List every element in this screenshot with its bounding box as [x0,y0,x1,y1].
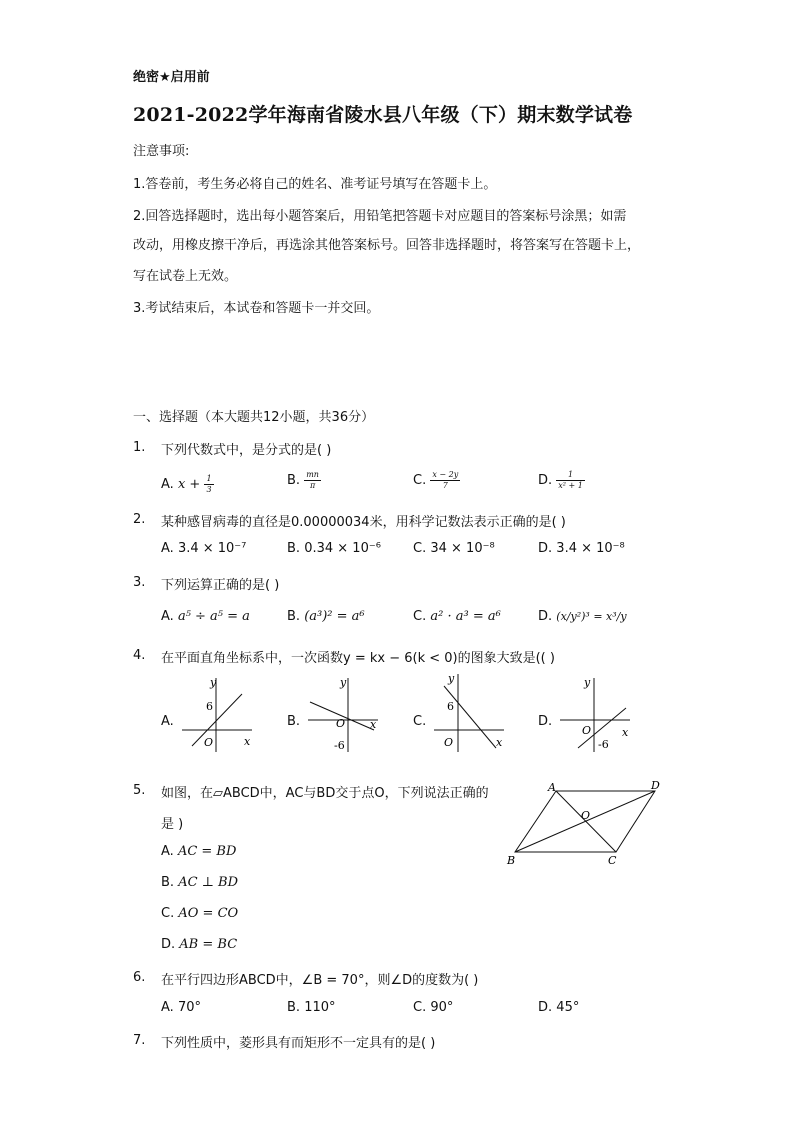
q4-b-x-label: x [370,718,377,731]
q1-b-label: B. [287,473,301,488]
q2-d-expr: 3.4 × 10⁻⁸ [556,541,625,556]
q4-option-d-label: D. [538,714,553,729]
q2-option-b [287,541,381,556]
q5-option-d [161,937,237,952]
q4-b-origin: O [336,717,346,730]
q3-a-label: A. [161,609,174,624]
note-line-2b: 改动，用橡皮擦干净后，再选涂其他答案标号。回答非选择题时，将答案写在答题卡上， [133,238,641,253]
q5-a-label: A. [161,844,174,859]
note-line-2a: 2.回答选择题时，选出每小题答案后，用铅笔把答题卡对应题目的答案标号涂黑；如需 [133,209,627,224]
q1-d-num: 1 [556,470,585,481]
q4-graph-d [556,672,636,754]
q1-b-num: mn [306,470,319,479]
q4-c-y-label: y [448,672,455,685]
q3-option-c [413,609,501,624]
q5-option-c [161,906,238,921]
q7-number: 7. [133,1033,146,1048]
q6-option-d [538,1000,579,1015]
q2-b-expr: 0.34 × 10⁻⁶ [304,541,381,556]
q4-b-intercept: -6 [334,739,345,752]
q1-option-b [287,470,321,491]
page-title: 2021-2022学年海南省陵水县八年级（下）期末数学试卷 [133,104,633,126]
q7-text: 下列性质中，菱形具有而矩形不一定具有的是( ) [161,1036,436,1051]
q1-c-label: C. [413,473,427,488]
q3-d-expr: (x/y²)³ = x³/y [556,610,627,623]
q5-point-a: A [548,781,556,794]
q2-c-expr: 34 × 10⁻⁸ [430,541,495,556]
notes-heading: 注意事项: [133,144,190,159]
q6-option-c [413,1000,453,1015]
q5-point-c: C [608,854,617,867]
q6-d-expr: 45° [556,1000,580,1015]
q1-c-den: 7 [442,481,448,490]
q6-b-label: B. [287,1000,301,1015]
q4-graph-b [304,672,384,754]
q4-a-origin: O [204,736,214,749]
note-line-2c: 写在试卷上无效。 [133,269,238,284]
q1-option-c [413,470,460,491]
q6-c-expr: 90° [430,1000,454,1015]
q5-option-b [161,875,238,890]
q2-c-label: C. [413,541,427,556]
q1-text: 下列代数式中，是分式的是( ) [161,443,332,458]
q1-a-fraction [204,474,213,495]
q3-text: 下列运算正确的是( ) [161,578,280,593]
q1-number: 1. [133,440,146,455]
q2-b-label: B. [287,541,301,556]
q1-option-d [538,470,585,491]
q6-option-a [161,1000,201,1015]
q4-d-origin: O [582,724,592,737]
q4-a-x-label: x [244,735,251,748]
q6-a-label: A. [161,1000,174,1015]
q6-number: 6. [133,970,146,985]
q4-text: 在平面直角坐标系中，一次函数y = kx − 6(k < 0)的图象大致是(( ) [161,651,555,666]
q5-number: 5. [133,783,146,798]
q1-d-den: x² + 1 [558,481,583,490]
q5-text-cont: 是 ) [161,817,184,832]
q1-c-fraction [430,470,460,491]
q3-option-b [287,609,365,624]
q2-option-d [538,541,625,556]
q5-point-d: D [651,779,660,792]
q1-a-num: 1 [206,474,212,483]
q4-a-line [192,694,242,746]
q5-text: 如图，在▱ABCD中，AC与BD交于点O，下列说法正确的 [161,786,489,801]
q3-d-label: D. [538,609,553,624]
q4-option-b-label: B. [287,714,301,729]
q2-option-a [161,541,246,556]
q3-c-expr: a² · a³ = a⁶ [430,609,501,624]
q5-d-expr: AB = BC [179,937,238,952]
q1-d-fraction [556,470,585,491]
q5-c-expr: AO = CO [178,906,239,921]
q1-b-fraction [304,470,321,491]
q5-b-expr: AC ⊥ BD [178,875,239,890]
q4-d-intercept: -6 [598,738,609,751]
q3-number: 3. [133,575,146,590]
q6-text: 在平行四边形ABCD中，∠B = 70°，则∠D的度数为( ) [161,973,479,988]
q4-a-intercept: 6 [206,700,213,713]
q6-d-label: D. [538,1000,553,1015]
secret-label: 绝密★启用前 [133,70,210,85]
q3-c-label: C. [413,609,427,624]
note-line-3: 3.考试结束后，本试卷和答题卡一并交回。 [133,301,380,316]
q5-point-b: B [507,854,516,867]
q4-graph-c [430,668,510,754]
q5-d-label: D. [161,937,176,952]
q6-a-expr: 70° [177,1000,201,1015]
q4-option-a-label: A. [161,714,174,729]
q2-d-label: D. [538,541,553,556]
q2-a-expr: 3.4 × 10⁻⁷ [177,541,247,556]
q1-b-den: π [309,481,316,490]
q3-b-label: B. [287,609,301,624]
q1-a-den: 3 [206,485,212,494]
q2-option-c [413,541,495,556]
q5-a-expr: AC = BD [177,844,237,859]
q5-parallelogram-figure [498,775,670,869]
q1-c-num: x − 2y [432,470,459,479]
q3-a-expr: a⁵ ÷ a⁵ = a [177,609,250,624]
q1-a-label: A. [161,477,174,492]
q4-d-x-label: x [622,726,629,739]
q3-b-expr: (a³)² = a⁶ [304,609,365,624]
q1-d-label: D. [538,473,553,488]
q5-point-o: O [581,809,591,822]
note-line-1: 1.答卷前，考生务必将自己的姓名、准考证号填写在答题卡上。 [133,177,497,192]
q4-graph-a [178,672,258,754]
q3-option-a [161,609,250,624]
q4-a-y-label: y [210,676,217,689]
q6-option-b [287,1000,336,1015]
q5-b-label: B. [161,875,175,890]
q2-number: 2. [133,512,146,527]
section-title: 一、选择题（本大题共12小题，共36分） [133,410,375,425]
q5-c-label: C. [161,906,175,921]
q4-d-y-label: y [584,676,591,689]
q4-option-c-label: C. [413,714,427,729]
q4-c-x-label: x [496,736,503,749]
q6-c-label: C. [413,1000,427,1015]
q2-text: 某种感冒病毒的直径是0.00000034米，用科学记数法表示正确的是( ) [161,515,566,530]
q3-option-d [538,609,627,624]
q6-b-expr: 110° [304,1000,336,1015]
q2-a-label: A. [161,541,174,556]
q5-option-a [161,844,236,859]
q4-c-origin: O [444,736,454,749]
q4-b-y-label: y [340,676,347,689]
q4-c-intercept: 6 [447,700,454,713]
q1-a-expr: x + [177,477,201,492]
q4-number: 4. [133,648,146,663]
q1-option-a [161,474,214,495]
